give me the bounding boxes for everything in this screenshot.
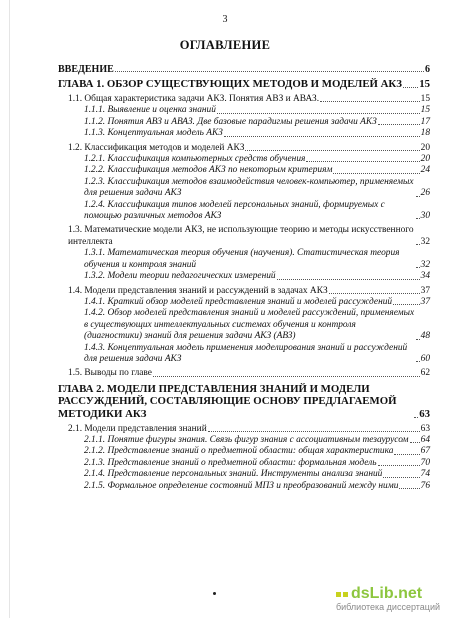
toc-entry-page: 70 — [420, 457, 430, 468]
toc-subsection[interactable] — [58, 481, 430, 492]
toc-entry-title: 1.1.2. Понятия АВЗ и АВАЗ. Две базовые парадигмы решения задачи АКЗ — [84, 116, 377, 127]
toc-entry-title: 1.4.1. Краткий обзор моделей представления знаний и моделей рассуждений — [84, 296, 393, 307]
toc-entry-title: 1.4.3. Концептуальная модель применения моделирования знаний и рассуждений для решения задачи АКЗ — [84, 342, 408, 364]
toc-entry-title: 2.1.3. Представление знаний о предметной области: формальная модель — [84, 457, 377, 468]
toc-subsection[interactable] — [58, 154, 430, 165]
toc-entry-page: 15 — [419, 78, 430, 91]
toc-leader-dots — [393, 304, 420, 305]
toc-entry-title: 1.4. Модели представления знаний и рассуждений в задачах АКЗ — [68, 285, 328, 296]
toc-leader-dots — [153, 376, 420, 377]
toc-entry-title: ГЛАВА 1. ОБЗОР СУЩЕСТВУЮЩИХ МЕТОДОВ И МОДЕЛЕЙ АКЗ — [58, 78, 402, 91]
logo-subtitle: библиотека диссертаций — [335, 602, 440, 612]
toc-entry-title: 1.2.3. Классификация методов взаимодействия человек-компьютер, применяемых для решения задачи АКЗ — [84, 176, 414, 199]
toc-subsection[interactable] — [58, 128, 430, 139]
toc-section[interactable] — [58, 424, 430, 435]
toc-entry-page: 26 — [420, 188, 430, 199]
toc-leader-dots — [208, 431, 420, 432]
toc-entry-page: 18 — [420, 128, 430, 139]
toc-entry-page: 62 — [420, 368, 430, 379]
toc-leader-dots — [403, 87, 418, 88]
toc-entry-title: 1.5. Выводы по главе — [68, 368, 152, 379]
toc-subsection[interactable] — [58, 248, 430, 271]
toc-entry-page: 37 — [420, 296, 430, 307]
toc-leader-dots — [416, 244, 420, 245]
toc-leader-dots — [277, 279, 420, 280]
toc-entry-page: 24 — [420, 165, 430, 176]
toc-subsection[interactable] — [58, 177, 430, 200]
toc-entry-title: ГЛАВА 2. МОДЕЛИ ПРЕДСТАВЛЕНИЯ ЗНАНИЙ И МОДЕЛИ РАССУЖДЕНИЙ, СОСТАВЛЯЮЩИЕ ОСНОВУ ПРЕДЛАГАЕМОЙ МЕТОДИКИ АКЗ — [58, 382, 397, 420]
page-edge — [9, 0, 10, 618]
toc-leader-dots — [217, 113, 420, 114]
toc-chapter[interactable] — [58, 64, 430, 75]
toc-entry-title: 1.2.2. Классификация методов АКЗ по некоторым критериям — [84, 165, 333, 176]
toc-subsection[interactable] — [58, 271, 430, 282]
logo-brand: dsLib.net — [350, 585, 423, 602]
toc-subsection[interactable] — [58, 200, 430, 223]
toc-leader-dots — [410, 442, 420, 443]
toc-entry-title: 1.1.1. Выявление и оценка знаний — [84, 105, 216, 116]
toc-subsection[interactable] — [58, 343, 430, 366]
toc-leader-dots — [416, 267, 420, 268]
toc-subsection[interactable] — [58, 469, 430, 480]
toc-entry-page: 30 — [420, 211, 430, 222]
toc-section[interactable] — [58, 368, 430, 379]
toc-entry-page: 37 — [420, 285, 430, 296]
toc-chapter[interactable] — [58, 383, 430, 421]
watermark-logo — [336, 586, 440, 612]
toc-entry-page: 64 — [420, 434, 430, 445]
toc-leader-dots — [224, 136, 420, 137]
toc-leader-dots — [320, 101, 420, 102]
toc-entry-title: 2.1.1. Понятие фигуры знания. Связь фигур знания с ассоциативным тезаурусом — [84, 434, 409, 445]
toc-entry-page: 67 — [420, 446, 430, 457]
toc-subsection[interactable] — [58, 458, 430, 469]
toc-leader-dots — [115, 71, 424, 72]
toc-entry-title: 1.3.1. Математическая теория обучения (научения). Статистическая теория обучения и контроля знаний — [84, 248, 400, 270]
toc-leader-dots — [416, 218, 420, 219]
toc-entry-page: 63 — [420, 423, 430, 434]
toc-leader-dots — [416, 361, 420, 362]
toc-entry-page: 34 — [420, 271, 430, 282]
toc-entry-page: 6 — [425, 64, 430, 75]
toc-entry-title: 1.3.2. Модели теории педагогических измерений — [84, 271, 276, 282]
toc-entry-title: 1.1.3. Концептуальная модель АКЗ — [84, 128, 223, 139]
table-of-contents — [58, 64, 430, 492]
toc-leader-dots — [414, 417, 418, 418]
toc-entry-page: 48 — [420, 331, 430, 342]
toc-subsection[interactable] — [58, 308, 430, 342]
toc-leader-dots — [245, 150, 419, 151]
toc-leader-dots — [306, 161, 419, 162]
toc-entry-title: 1.4.2. Обзор моделей представления знаний и моделей рассуждений, применяемых в существующих интеллектуальных системах обучения и контроля (диагностики) знаний для решения задачи АКЗ (АВЗ) — [84, 308, 415, 342]
ink-dot — [213, 592, 216, 595]
toc-subsection[interactable] — [58, 435, 430, 446]
toc-subsection[interactable] — [58, 117, 430, 128]
toc-leader-dots — [383, 477, 419, 478]
toc-subsection[interactable] — [58, 297, 430, 308]
toc-section[interactable] — [58, 143, 430, 154]
toc-entry-title: 1.1. Общая характеристика задачи АКЗ. Понятия АВЗ и АВАЗ. — [68, 94, 320, 104]
toc-entry-title: 1.2.1. Классификация компьютерных средств обучения — [84, 154, 306, 165]
toc-leader-dots — [333, 173, 419, 174]
toc-entry-page: 32 — [420, 236, 430, 247]
toc-leader-dots — [399, 488, 419, 489]
toc-entry-title: 1.2.4. Классификация типов моделей персональных знаний, формируемых с помощью различных методов АКЗ — [84, 199, 385, 222]
toc-entry-page: 63 — [419, 407, 430, 420]
toc-leader-dots — [329, 293, 420, 294]
logo-squares-icon — [336, 592, 348, 597]
toc-entry-page: 15 — [420, 94, 430, 104]
toc-subsection[interactable] — [58, 446, 430, 457]
page-number: 3 — [222, 14, 228, 25]
toc-entry-title: 1.3. Математические модели АКЗ, не использующие теорию и методы искусственного интеллекта — [68, 225, 414, 247]
toc-subsection[interactable] — [58, 105, 430, 116]
page-title: ОГЛАВЛЕНИЕ — [179, 38, 271, 52]
toc-leader-dots — [416, 196, 420, 197]
toc-entry-title: 2.1.5. Формальное определение состояний МПЗ и преобразований между ними — [84, 480, 399, 491]
toc-entry-page: 20 — [420, 154, 430, 165]
toc-entry-page: 76 — [420, 480, 430, 491]
toc-entry-title: 2.1.4. Представление персональных знаний. Инструменты анализа знаний — [84, 469, 383, 480]
toc-entry-page: 32 — [420, 259, 430, 270]
toc-entry-page: 15 — [420, 105, 430, 116]
toc-section[interactable] — [58, 286, 430, 297]
toc-subsection[interactable] — [58, 165, 430, 176]
toc-chapter[interactable] — [58, 78, 430, 91]
toc-section[interactable] — [58, 94, 430, 105]
toc-entry-title: 1.2. Классификация методов и моделей АКЗ — [68, 142, 245, 153]
toc-entry-page: 17 — [420, 116, 430, 127]
toc-entry-title: ВВЕДЕНИЕ — [58, 64, 114, 75]
toc-entry-page: 60 — [420, 353, 430, 364]
toc-entry-title: 2.1.2. Представление знаний о предметной области: общая характеристика — [84, 446, 394, 457]
toc-leader-dots — [416, 339, 420, 340]
toc-section[interactable] — [58, 225, 430, 248]
toc-leader-dots — [394, 454, 419, 455]
toc-leader-dots — [378, 124, 420, 125]
toc-leader-dots — [378, 465, 420, 466]
toc-entry-title: 2.1. Модели представления знаний — [68, 423, 207, 434]
toc-entry-page: 20 — [420, 142, 430, 153]
toc-entry-page: 74 — [420, 469, 430, 480]
